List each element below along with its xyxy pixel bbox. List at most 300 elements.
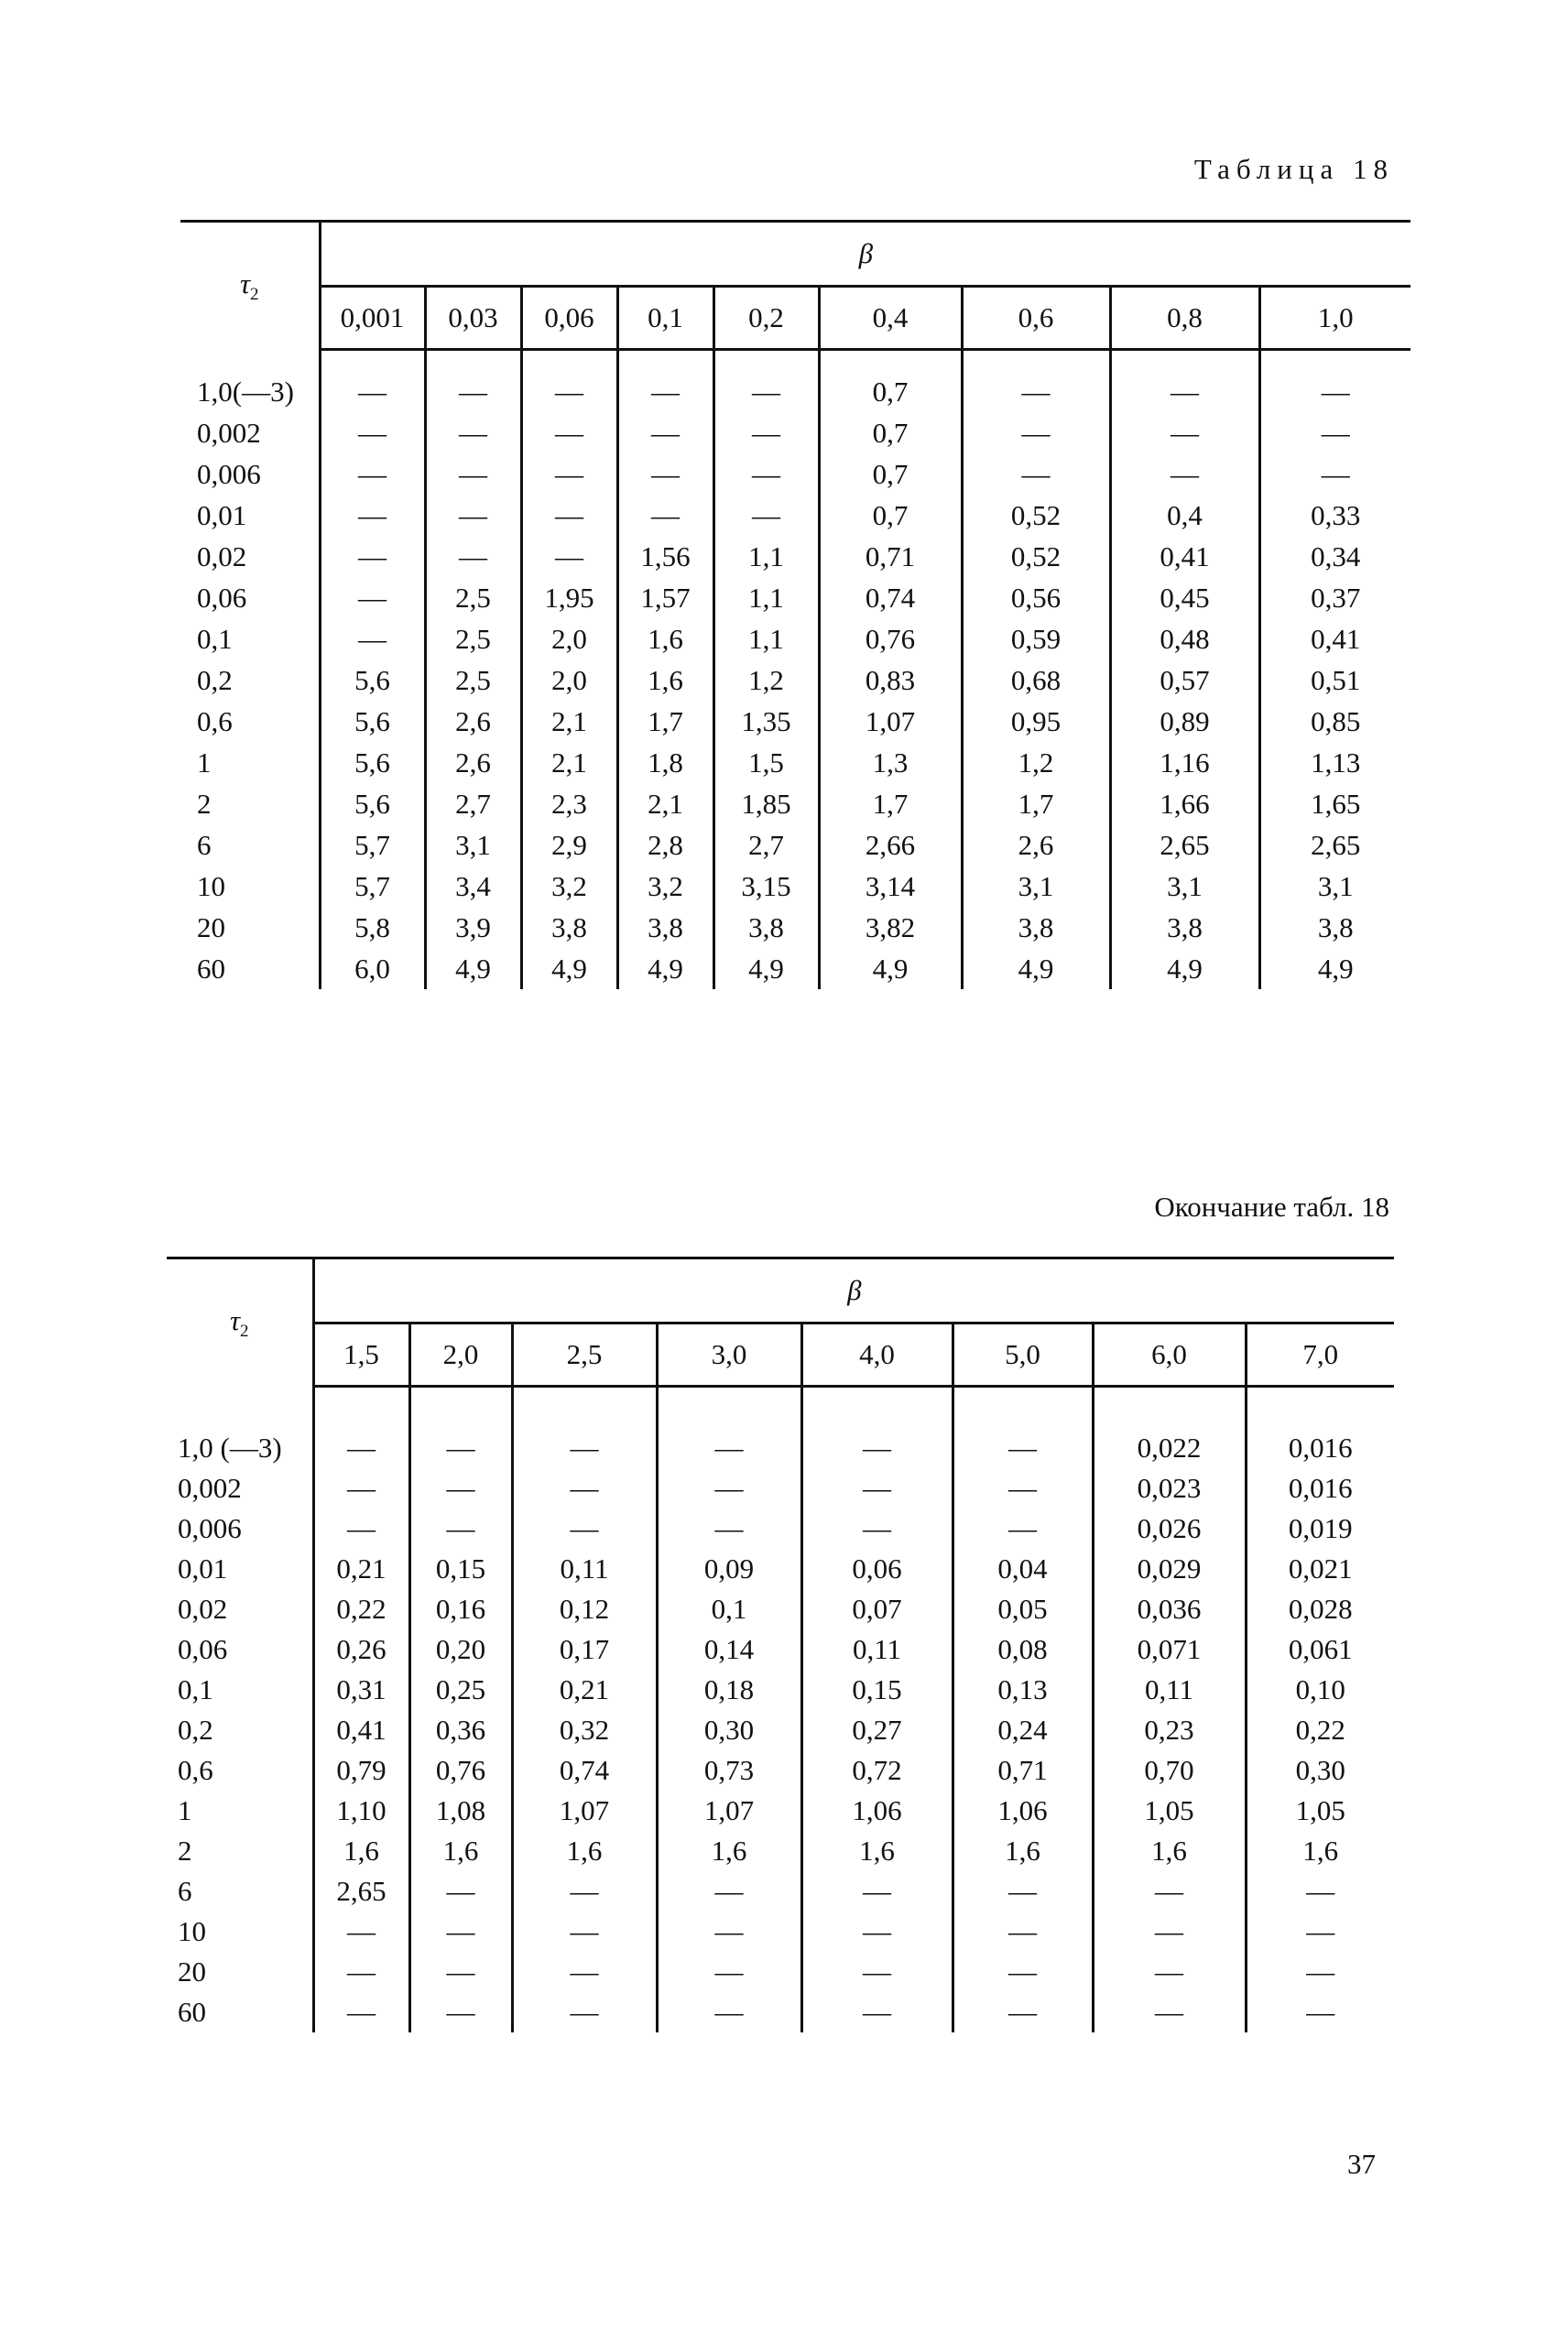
table-cell: 0,22 <box>1246 1710 1394 1750</box>
table-cell: 2,65 <box>313 1871 409 1912</box>
table-cell: — <box>313 1509 409 1549</box>
table-cell: 1,1 <box>713 577 819 618</box>
table-cell: 4,9 <box>425 948 521 989</box>
table-cell: 0,59 <box>962 618 1110 659</box>
table-cell: 0,23 <box>1093 1710 1246 1750</box>
table-cell: — <box>512 1871 657 1912</box>
table-cell: 0,74 <box>819 577 962 618</box>
table-row <box>167 1629 1394 1670</box>
table-row <box>167 1912 1394 1952</box>
group-header-beta: β <box>313 1258 1394 1323</box>
table-cell: — <box>409 1912 512 1952</box>
table-cell: — <box>657 1992 801 2032</box>
table-cell: 4,9 <box>617 948 713 989</box>
table-cell: 1,6 <box>313 1831 409 1871</box>
page-number: 37 <box>1347 2148 1376 2180</box>
table-cell: 1,2 <box>962 742 1110 783</box>
row-label: 0,01 <box>178 1552 228 1585</box>
table-cell: 0,17 <box>512 1629 657 1670</box>
table-cell: 1,10 <box>313 1791 409 1831</box>
row-label: 1 <box>197 746 212 779</box>
table-cell: 1,08 <box>409 1791 512 1831</box>
table-cell: 5,7 <box>320 866 425 907</box>
column-header: 3,0 <box>657 1323 801 1387</box>
table-cell: — <box>962 371 1110 412</box>
table-cell: — <box>617 495 713 536</box>
column-header: 0,2 <box>713 287 819 350</box>
table-cell: 2,5 <box>425 659 521 701</box>
table-cell: 0,33 <box>1259 495 1410 536</box>
table-cell: 0,71 <box>819 536 962 577</box>
row-label: 0,06 <box>178 1633 228 1665</box>
table-cell: 0,32 <box>512 1710 657 1750</box>
table-cell: 2,0 <box>521 659 617 701</box>
table-cell: — <box>801 1509 953 1549</box>
table-cell: 1,85 <box>713 783 819 824</box>
table-cell: 1,13 <box>1259 742 1410 783</box>
table-cell: 0,37 <box>1259 577 1410 618</box>
table-cell: 1,06 <box>953 1791 1093 1831</box>
column-header: 6,0 <box>1093 1323 1246 1387</box>
row-label: 6 <box>197 828 212 861</box>
table-cell: 2,65 <box>1110 824 1259 866</box>
table-cell: — <box>425 371 521 412</box>
column-header: 1,0 <box>1259 287 1410 350</box>
table-cell: 0,029 <box>1093 1549 1246 1589</box>
table-cell: 0,36 <box>409 1710 512 1750</box>
table-row <box>167 1871 1394 1912</box>
table-cell: 3,15 <box>713 866 819 907</box>
table-cell: 0,12 <box>512 1589 657 1629</box>
table-cell: — <box>313 1952 409 1992</box>
table-row <box>180 577 1410 618</box>
table-2 <box>167 1257 1394 2032</box>
table-cell: — <box>320 536 425 577</box>
table-cell: — <box>1259 453 1410 495</box>
table-cell: 3,1 <box>1110 866 1259 907</box>
table-cell: 0,30 <box>657 1710 801 1750</box>
column-header: 0,06 <box>521 287 617 350</box>
table-cell: 3,1 <box>425 824 521 866</box>
table-cell: 0,1 <box>657 1589 801 1629</box>
column-header: 7,0 <box>1246 1323 1394 1387</box>
table-cell: 1,07 <box>512 1791 657 1831</box>
column-header: 1,5 <box>313 1323 409 1387</box>
table-cell: — <box>801 1952 953 1992</box>
table-cell: — <box>801 1871 953 1912</box>
table-cell: — <box>1246 1871 1394 1912</box>
table-cell: 0,071 <box>1093 1629 1246 1670</box>
table-cell: — <box>1093 1912 1246 1952</box>
table-cell: 0,51 <box>1259 659 1410 701</box>
table-cell: 0,16 <box>409 1589 512 1629</box>
table-cell: — <box>409 1509 512 1549</box>
table-cell: 1,8 <box>617 742 713 783</box>
table-cell: 0,023 <box>1093 1468 1246 1509</box>
table-cell: 3,4 <box>425 866 521 907</box>
table-cell: 1,6 <box>1093 1831 1246 1871</box>
table-cell: — <box>425 495 521 536</box>
table-cell: 0,20 <box>409 1629 512 1670</box>
column-header: 5,0 <box>953 1323 1093 1387</box>
row-label: 0,002 <box>178 1472 242 1504</box>
table-cell: — <box>713 412 819 453</box>
group-header-beta: β <box>320 222 1410 287</box>
table-cell: — <box>801 1468 953 1509</box>
table-cell: — <box>713 495 819 536</box>
table-cell: — <box>1246 1952 1394 1992</box>
table-cell: 0,24 <box>953 1710 1093 1750</box>
table-cell: 0,18 <box>657 1670 801 1710</box>
table-cell: — <box>953 1468 1093 1509</box>
table-cell: 1,16 <box>1110 742 1259 783</box>
table-cell: 3,8 <box>521 907 617 948</box>
table-cell: 1,06 <box>801 1791 953 1831</box>
table-cell: — <box>320 495 425 536</box>
table-cell: 1,6 <box>409 1831 512 1871</box>
table-cell: 2,7 <box>425 783 521 824</box>
table-cell: 1,2 <box>713 659 819 701</box>
row-label: 0,02 <box>178 1593 228 1625</box>
table-cell: 0,41 <box>313 1710 409 1750</box>
table-row <box>167 1670 1394 1710</box>
table-cell: 1,3 <box>819 742 962 783</box>
table-cell: — <box>953 1952 1093 1992</box>
column-header: 2,5 <box>512 1323 657 1387</box>
table-cell: — <box>1110 453 1259 495</box>
table-cell: 2,5 <box>425 577 521 618</box>
table-row <box>180 742 1410 783</box>
table-cell: 1,6 <box>953 1831 1093 1871</box>
row-header: $\tau_2$ <box>167 1258 313 1387</box>
table-cell: 2,1 <box>617 783 713 824</box>
table-row <box>180 618 1410 659</box>
table-cell: — <box>409 1992 512 2032</box>
table-cell: — <box>313 1992 409 2032</box>
row-label: 60 <box>178 1996 206 2028</box>
table-1 <box>180 220 1410 989</box>
table-cell: — <box>713 371 819 412</box>
table-row <box>167 1710 1394 1750</box>
table-cell: 1,57 <box>617 577 713 618</box>
column-header-row <box>180 287 1410 350</box>
table-cell: 0,72 <box>801 1750 953 1791</box>
table-cell: 1,65 <box>1259 783 1410 824</box>
table-cell: 2,1 <box>521 701 617 742</box>
table-cell: — <box>1093 1952 1246 1992</box>
table-cell: 0,016 <box>1246 1428 1394 1468</box>
table-cell: 0,09 <box>657 1549 801 1589</box>
table-cell: — <box>409 1468 512 1509</box>
table-cell: 1,35 <box>713 701 819 742</box>
table-cell: 0,25 <box>409 1670 512 1710</box>
table-cell: 1,66 <box>1110 783 1259 824</box>
table-cell: 1,6 <box>801 1831 953 1871</box>
table-cell: 3,1 <box>1259 866 1410 907</box>
table-cell: — <box>425 536 521 577</box>
table-cell: — <box>657 1428 801 1468</box>
table-cell: 1,05 <box>1246 1791 1394 1831</box>
table-cell: — <box>521 495 617 536</box>
table-row <box>167 1509 1394 1549</box>
row-label: 0,002 <box>197 416 261 449</box>
row-label: 0,1 <box>197 622 233 655</box>
table-cell: 0,74 <box>512 1750 657 1791</box>
table-cell: 1,95 <box>521 577 617 618</box>
table-row <box>180 495 1410 536</box>
table-2-caption: Окончание табл. 18 <box>1154 1191 1389 1223</box>
table-cell: — <box>512 1428 657 1468</box>
table-cell: — <box>1246 1912 1394 1952</box>
table-cell: 0,4 <box>1110 495 1259 536</box>
table-cell: — <box>320 412 425 453</box>
table-cell: 0,22 <box>313 1589 409 1629</box>
table-cell: 6,0 <box>320 948 425 989</box>
table-cell: 1,6 <box>657 1831 801 1871</box>
table-cell: — <box>409 1428 512 1468</box>
table-cell: 3,9 <box>425 907 521 948</box>
table-cell: — <box>320 371 425 412</box>
table-row <box>167 1952 1394 1992</box>
table-cell: 1,6 <box>617 618 713 659</box>
table-cell: 3,2 <box>617 866 713 907</box>
table-cell: 0,34 <box>1259 536 1410 577</box>
column-header: 0,4 <box>819 287 962 350</box>
table-cell: 2,8 <box>617 824 713 866</box>
table-cell: 1,05 <box>1093 1791 1246 1831</box>
table-row <box>180 701 1410 742</box>
table-row <box>167 1428 1394 1468</box>
table-cell: 3,14 <box>819 866 962 907</box>
table-cell: 0,95 <box>962 701 1110 742</box>
row-label: 60 <box>197 952 225 985</box>
table-cell: 0,07 <box>801 1589 953 1629</box>
table-cell: 0,52 <box>962 495 1110 536</box>
table-cell: — <box>409 1871 512 1912</box>
table-cell: 1,07 <box>819 701 962 742</box>
row-label: 0,006 <box>178 1512 242 1544</box>
table-cell: — <box>409 1952 512 1992</box>
table-cell: 0,70 <box>1093 1750 1246 1791</box>
table-cell: 1,07 <box>657 1791 801 1831</box>
table-row <box>167 1992 1394 2032</box>
table-cell: 2,6 <box>425 701 521 742</box>
table-cell: — <box>512 1468 657 1509</box>
table-cell: — <box>1246 1992 1394 2032</box>
table-cell: 0,7 <box>819 453 962 495</box>
table-cell: — <box>425 453 521 495</box>
table-cell: 0,21 <box>313 1549 409 1589</box>
table-cell: 2,7 <box>713 824 819 866</box>
table-cell: — <box>657 1871 801 1912</box>
table-cell: 4,9 <box>819 948 962 989</box>
table-cell: 0,89 <box>1110 701 1259 742</box>
table-cell: 0,7 <box>819 495 962 536</box>
table-cell: 4,9 <box>521 948 617 989</box>
table-cell: 1,1 <box>713 536 819 577</box>
table-cell: 0,79 <box>313 1750 409 1791</box>
row-label: 2 <box>178 1835 192 1867</box>
table-cell: 4,9 <box>962 948 1110 989</box>
table-cell: 2,0 <box>521 618 617 659</box>
table-cell: 3,1 <box>962 866 1110 907</box>
table-row <box>180 824 1410 866</box>
table-cell: 0,48 <box>1110 618 1259 659</box>
table-cell: 0,41 <box>1110 536 1259 577</box>
table-cell: — <box>657 1509 801 1549</box>
table-row <box>180 536 1410 577</box>
table-cell: 4,9 <box>1110 948 1259 989</box>
table-cell: — <box>657 1952 801 1992</box>
table-cell: 3,8 <box>1259 907 1410 948</box>
table-row <box>180 948 1410 989</box>
column-header: 0,001 <box>320 287 425 350</box>
table-row <box>167 1549 1394 1589</box>
table-row <box>167 1831 1394 1871</box>
table-row <box>167 1589 1394 1629</box>
table-cell: 0,76 <box>819 618 962 659</box>
table-cell: 2,6 <box>425 742 521 783</box>
table-row <box>180 659 1410 701</box>
column-header: 0,03 <box>425 287 521 350</box>
table-cell: 0,11 <box>801 1629 953 1670</box>
table-cell: 0,15 <box>409 1549 512 1589</box>
table-cell: — <box>512 1509 657 1549</box>
table-cell: 0,21 <box>512 1670 657 1710</box>
table-cell: — <box>512 1952 657 1992</box>
table-cell: 1,6 <box>1246 1831 1394 1871</box>
table-cell: 0,10 <box>1246 1670 1394 1710</box>
table-cell: 3,8 <box>617 907 713 948</box>
table-cell: — <box>953 1992 1093 2032</box>
row-label: 0,2 <box>197 663 233 696</box>
table-cell: 0,30 <box>1246 1750 1394 1791</box>
table-cell: — <box>617 412 713 453</box>
table-cell: 1,1 <box>713 618 819 659</box>
table-cell: 2,66 <box>819 824 962 866</box>
row-label: 10 <box>178 1915 206 1947</box>
table-cell: 3,8 <box>713 907 819 948</box>
row-label: 0,02 <box>197 539 247 572</box>
table-row <box>180 453 1410 495</box>
table-cell: 0,68 <box>962 659 1110 701</box>
column-header-row <box>167 1323 1394 1387</box>
table-row <box>167 1468 1394 1509</box>
table-cell: 0,026 <box>1093 1509 1246 1549</box>
table-row <box>167 1791 1394 1831</box>
row-label: 1,0(—3) <box>197 375 294 408</box>
row-label: 6 <box>178 1875 192 1907</box>
table-cell: 0,036 <box>1093 1589 1246 1629</box>
table-cell: — <box>1093 1992 1246 2032</box>
table-cell: 0,7 <box>819 371 962 412</box>
table-cell: — <box>953 1912 1093 1952</box>
table-cell: 0,06 <box>801 1549 953 1589</box>
row-label: 2 <box>197 787 212 820</box>
table-cell: — <box>1259 371 1410 412</box>
row-label: 0,6 <box>178 1754 213 1786</box>
table-cell: 1,6 <box>617 659 713 701</box>
row-label: 0,6 <box>197 704 233 737</box>
table-cell: — <box>657 1912 801 1952</box>
table-cell: — <box>953 1428 1093 1468</box>
column-header: 0,1 <box>617 287 713 350</box>
table-cell: — <box>313 1912 409 1952</box>
table-cell: 2,1 <box>521 742 617 783</box>
row-label: 20 <box>178 1955 206 1988</box>
table-cell: 3,2 <box>521 866 617 907</box>
table-cell: — <box>320 577 425 618</box>
table-cell: 0,56 <box>962 577 1110 618</box>
table-cell: — <box>1110 412 1259 453</box>
table-cell: — <box>320 618 425 659</box>
table-cell: 0,83 <box>819 659 962 701</box>
table-cell: 0,27 <box>801 1710 953 1750</box>
table-cell: 0,41 <box>1259 618 1410 659</box>
column-header: 4,0 <box>801 1323 953 1387</box>
table-cell: 0,73 <box>657 1750 801 1791</box>
table-cell: — <box>1110 371 1259 412</box>
table-cell: 0,15 <box>801 1670 953 1710</box>
row-label: 0,006 <box>197 457 261 490</box>
table-cell: 2,3 <box>521 783 617 824</box>
table-row <box>180 783 1410 824</box>
row-label: 1,0 (—3) <box>178 1432 282 1464</box>
table-cell: 0,019 <box>1246 1509 1394 1549</box>
table-cell: — <box>521 412 617 453</box>
table-cell: — <box>801 1912 953 1952</box>
row-label: 10 <box>197 869 225 902</box>
table-cell: 0,31 <box>313 1670 409 1710</box>
table-cell: 2,6 <box>962 824 1110 866</box>
table-cell: — <box>521 371 617 412</box>
table-cell: 0,061 <box>1246 1629 1394 1670</box>
table-cell: 0,022 <box>1093 1428 1246 1468</box>
row-label: 1 <box>178 1794 192 1826</box>
table-cell: — <box>521 453 617 495</box>
table-cell: 2,5 <box>425 618 521 659</box>
row-header: $\tau_2$ <box>180 222 320 350</box>
table-cell: — <box>962 453 1110 495</box>
row-label: 0,2 <box>178 1714 213 1746</box>
table-cell: — <box>512 1912 657 1952</box>
table-cell: 0,04 <box>953 1549 1093 1589</box>
table-cell: — <box>953 1871 1093 1912</box>
column-header: 0,8 <box>1110 287 1259 350</box>
table-cell: 5,6 <box>320 659 425 701</box>
table-cell: 4,9 <box>713 948 819 989</box>
table-row <box>180 907 1410 948</box>
table-cell: — <box>313 1428 409 1468</box>
table-cell: 5,7 <box>320 824 425 866</box>
table-cell: 0,57 <box>1110 659 1259 701</box>
table-cell: 0,85 <box>1259 701 1410 742</box>
table-cell: 3,82 <box>819 907 962 948</box>
table-cell: 3,8 <box>962 907 1110 948</box>
table-cell: — <box>320 453 425 495</box>
table-cell: 5,6 <box>320 742 425 783</box>
column-header: 0,6 <box>962 287 1110 350</box>
table-cell: — <box>801 1992 953 2032</box>
table-cell: 1,7 <box>617 701 713 742</box>
table-cell: 1,7 <box>819 783 962 824</box>
table-cell: 1,6 <box>512 1831 657 1871</box>
table-cell: 0,14 <box>657 1629 801 1670</box>
table-cell: — <box>657 1468 801 1509</box>
table-cell: 0,71 <box>953 1750 1093 1791</box>
table-cell: 5,6 <box>320 701 425 742</box>
table-row <box>180 412 1410 453</box>
